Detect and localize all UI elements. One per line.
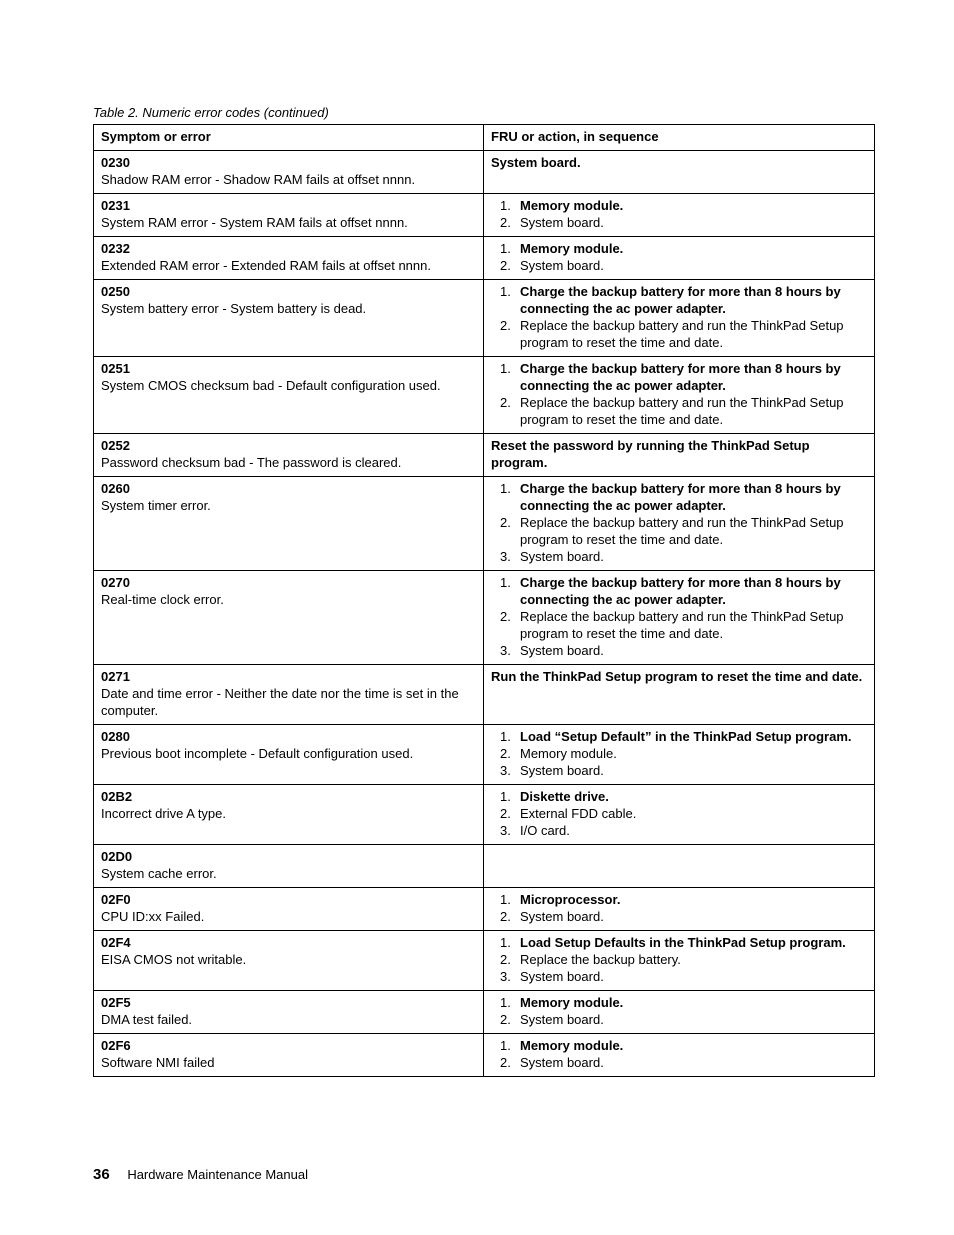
step-number: 1. [500,892,511,907]
step-number: 1. [500,935,511,950]
fru-action-item [491,608,867,642]
fru-cell [484,571,875,665]
symptom-cell [94,477,484,571]
error-code: 02F6 [101,1038,131,1053]
error-code: 0270 [101,575,130,590]
fru-action-text: Memory module. [520,1038,624,1053]
fru-action-text: Replace the backup battery and run the ThinkPad Setup program to reset the time and date. [520,515,844,547]
error-code: 0232 [101,241,130,256]
table-row [94,845,875,888]
symptom-cell [94,280,484,357]
step-number: 1. [500,575,511,590]
fru-action-list [491,480,867,565]
error-description: Software NMI failed [101,1055,215,1070]
symptom-cell [94,434,484,477]
fru-cell [484,151,875,194]
page-number: 36 [93,1166,110,1183]
symptom-cell [94,357,484,434]
fru-cell [484,237,875,280]
error-description: System RAM error - System RAM fails at offset nnnn. [101,215,408,230]
fru-cell [484,434,875,477]
step-number: 2. [500,395,511,410]
fru-cell [484,931,875,991]
fru-action-item [491,197,867,214]
fru-action-text: Replace the backup battery. [520,952,681,967]
error-description: System timer error. [101,498,211,513]
fru-action-text: Charge the backup battery for more than 8 hours by connecting the ac power adapter. [520,481,841,513]
fru-cell [484,357,875,434]
error-code: 0252 [101,438,130,453]
step-number: 3. [500,643,511,658]
error-description: System battery error - System battery is dead. [101,301,367,316]
fru-action-item [491,283,867,317]
table-row [94,194,875,237]
fru-cell [484,477,875,571]
error-codes-table [93,124,875,1077]
table-row [94,1034,875,1077]
symptom-cell [94,1034,484,1077]
fru-action-item [491,822,867,839]
symptom-cell [94,151,484,194]
error-code: 0260 [101,481,130,496]
error-code: 0251 [101,361,130,376]
fru-cell [484,785,875,845]
fru-action-text: System board. [520,969,604,984]
fru-action-item [491,480,867,514]
fru-action-text: System board. [520,215,604,230]
fru-action-item [491,514,867,548]
fru-action-text: I/O card. [520,823,570,838]
step-number: 2. [500,1012,511,1027]
manual-title: Hardware Maintenance Manual [127,1167,308,1182]
fru-action-list [491,283,867,351]
symptom-cell [94,194,484,237]
table-header-row [94,125,875,151]
error-code: 02D0 [101,849,133,864]
step-number: 3. [500,823,511,838]
error-code: 02B2 [101,789,133,804]
fru-action-list [491,788,867,839]
fru-action-item [491,574,867,608]
fru-action-text: System board. [520,643,604,658]
step-number: 2. [500,215,511,230]
fru-action-item [491,805,867,822]
error-code: 02F5 [101,995,131,1010]
step-number: 2. [500,258,511,273]
fru-action-list [491,240,867,274]
fru-cell [484,845,875,888]
header-fru: FRU or action, in sequence [484,125,875,151]
fru-action-item [491,360,867,394]
fru-action-text: Load “Setup Default” in the ThinkPad Setup program. [520,729,852,744]
step-number: 1. [500,198,511,213]
error-description: Incorrect drive A type. [101,806,227,821]
step-number: 1. [500,789,511,804]
table-row [94,785,875,845]
table-row [94,237,875,280]
fru-action-text: System board. [520,1055,604,1070]
symptom-cell [94,237,484,280]
table-row [94,477,875,571]
fru-action-item [491,214,867,231]
step-number: 1. [500,995,511,1010]
step-number: 3. [500,549,511,564]
fru-action-text: System board. [520,763,604,778]
error-description: Real-time clock error. [101,592,224,607]
fru-action-text: Replace the backup battery and run the ThinkPad Setup program to reset the time and date. [520,395,844,427]
fru-action-text: Charge the backup battery for more than 8 hours by connecting the ac power adapter. [520,575,841,607]
error-description: CPU ID:xx Failed. [101,909,205,924]
fru-action-text: Memory module. [520,198,624,213]
fru-cell [484,725,875,785]
fru-action-item [491,788,867,805]
symptom-cell [94,785,484,845]
fru-cell [484,991,875,1034]
fru-action-item [491,394,867,428]
symptom-cell [94,888,484,931]
fru-action-list [491,934,867,985]
table-caption: Table 2. Numeric error codes (continued) [93,105,329,120]
fru-action-text: Charge the backup battery for more than 8 hours by connecting the ac power adapter. [520,284,841,316]
symptom-cell [94,991,484,1034]
fru-action-list [491,360,867,428]
fru-action-text: System board. [491,155,581,170]
fru-action-list [491,994,867,1028]
step-number: 2. [500,909,511,924]
step-number: 2. [500,806,511,821]
error-code: 02F0 [101,892,131,907]
fru-action-text: Replace the backup battery and run the ThinkPad Setup program to reset the time and date. [520,318,844,350]
table-row [94,571,875,665]
error-code: 0280 [101,729,130,744]
step-number: 3. [500,763,511,778]
step-number: 2. [500,609,511,624]
fru-action-text: Load Setup Defaults in the ThinkPad Setup program. [520,935,846,950]
page-footer [93,1166,308,1183]
fru-action-item [491,891,867,908]
fru-action-item [491,548,867,565]
fru-action-text: Memory module. [520,995,624,1010]
fru-action-text: Replace the backup battery and run the ThinkPad Setup program to reset the time and date. [520,609,844,641]
error-description: Shadow RAM error - Shadow RAM fails at offset nnnn. [101,172,416,187]
error-code: 02F4 [101,935,131,950]
error-description: Date and time error - Neither the date nor the time is set in the computer. [101,686,459,718]
table-row [94,151,875,194]
fru-action-item [491,317,867,351]
symptom-cell [94,665,484,725]
error-code: 0250 [101,284,130,299]
fru-action-item [491,240,867,257]
fru-action-item [491,1037,867,1054]
header-symptom: Symptom or error [94,125,484,151]
step-number: 1. [500,1038,511,1053]
error-code: 0230 [101,155,130,170]
step-number: 2. [500,746,511,761]
fru-action-item [491,745,867,762]
error-description: Password checksum bad - The password is cleared. [101,455,402,470]
fru-cell [484,280,875,357]
fru-cell [484,194,875,237]
step-number: 2. [500,1055,511,1070]
error-code: 0231 [101,198,130,213]
fru-action-text: System board. [520,1012,604,1027]
fru-action-item [491,968,867,985]
step-number: 2. [500,515,511,530]
fru-cell [484,1034,875,1077]
table-row [94,280,875,357]
fru-action-text: Memory module. [520,746,617,761]
step-number: 2. [500,952,511,967]
fru-action-text: Microprocessor. [520,892,621,907]
symptom-cell [94,845,484,888]
fru-action-text: Memory module. [520,241,624,256]
fru-action-item [491,994,867,1011]
table-row [94,931,875,991]
fru-action-item [491,1011,867,1028]
step-number: 1. [500,284,511,299]
error-code: 0271 [101,669,130,684]
step-number: 3. [500,969,511,984]
error-description: Previous boot incomplete - Default configuration used. [101,746,414,761]
fru-action-item [491,762,867,779]
table-row [94,888,875,931]
fru-action-text: External FDD cable. [520,806,637,821]
table-row [94,434,875,477]
fru-action-item [491,1054,867,1071]
error-description: EISA CMOS not writable. [101,952,247,967]
fru-cell [484,888,875,931]
table-row [94,991,875,1034]
error-description: System cache error. [101,866,217,881]
fru-action-list [491,1037,867,1071]
error-description: Extended RAM error - Extended RAM fails at offset nnnn. [101,258,431,273]
fru-action-item [491,908,867,925]
fru-action-list [491,891,867,925]
symptom-cell [94,931,484,991]
fru-action-item [491,728,867,745]
table-row [94,725,875,785]
table-row [94,665,875,725]
step-number: 1. [500,481,511,496]
symptom-cell [94,725,484,785]
fru-action-text: System board. [520,549,604,564]
fru-action-text: System board. [520,258,604,273]
fru-action-list [491,574,867,659]
table-row [94,357,875,434]
fru-action-list [491,197,867,231]
step-number: 2. [500,318,511,333]
symptom-cell [94,571,484,665]
step-number: 1. [500,361,511,376]
fru-action-item [491,257,867,274]
fru-action-text: Reset the password by running the ThinkPad Setup program. [491,438,810,470]
fru-action-item [491,934,867,951]
fru-action-text: Run the ThinkPad Setup program to reset the time and date. [491,669,863,684]
fru-action-item [491,642,867,659]
error-description: DMA test failed. [101,1012,193,1027]
step-number: 1. [500,241,511,256]
fru-action-text: Diskette drive. [520,789,609,804]
fru-action-item [491,951,867,968]
fru-action-list [491,728,867,779]
step-number: 1. [500,729,511,744]
fru-action-text: System board. [520,909,604,924]
fru-action-text: Charge the backup battery for more than 8 hours by connecting the ac power adapter. [520,361,841,393]
error-description: System CMOS checksum bad - Default configuration used. [101,378,441,393]
fru-cell [484,665,875,725]
